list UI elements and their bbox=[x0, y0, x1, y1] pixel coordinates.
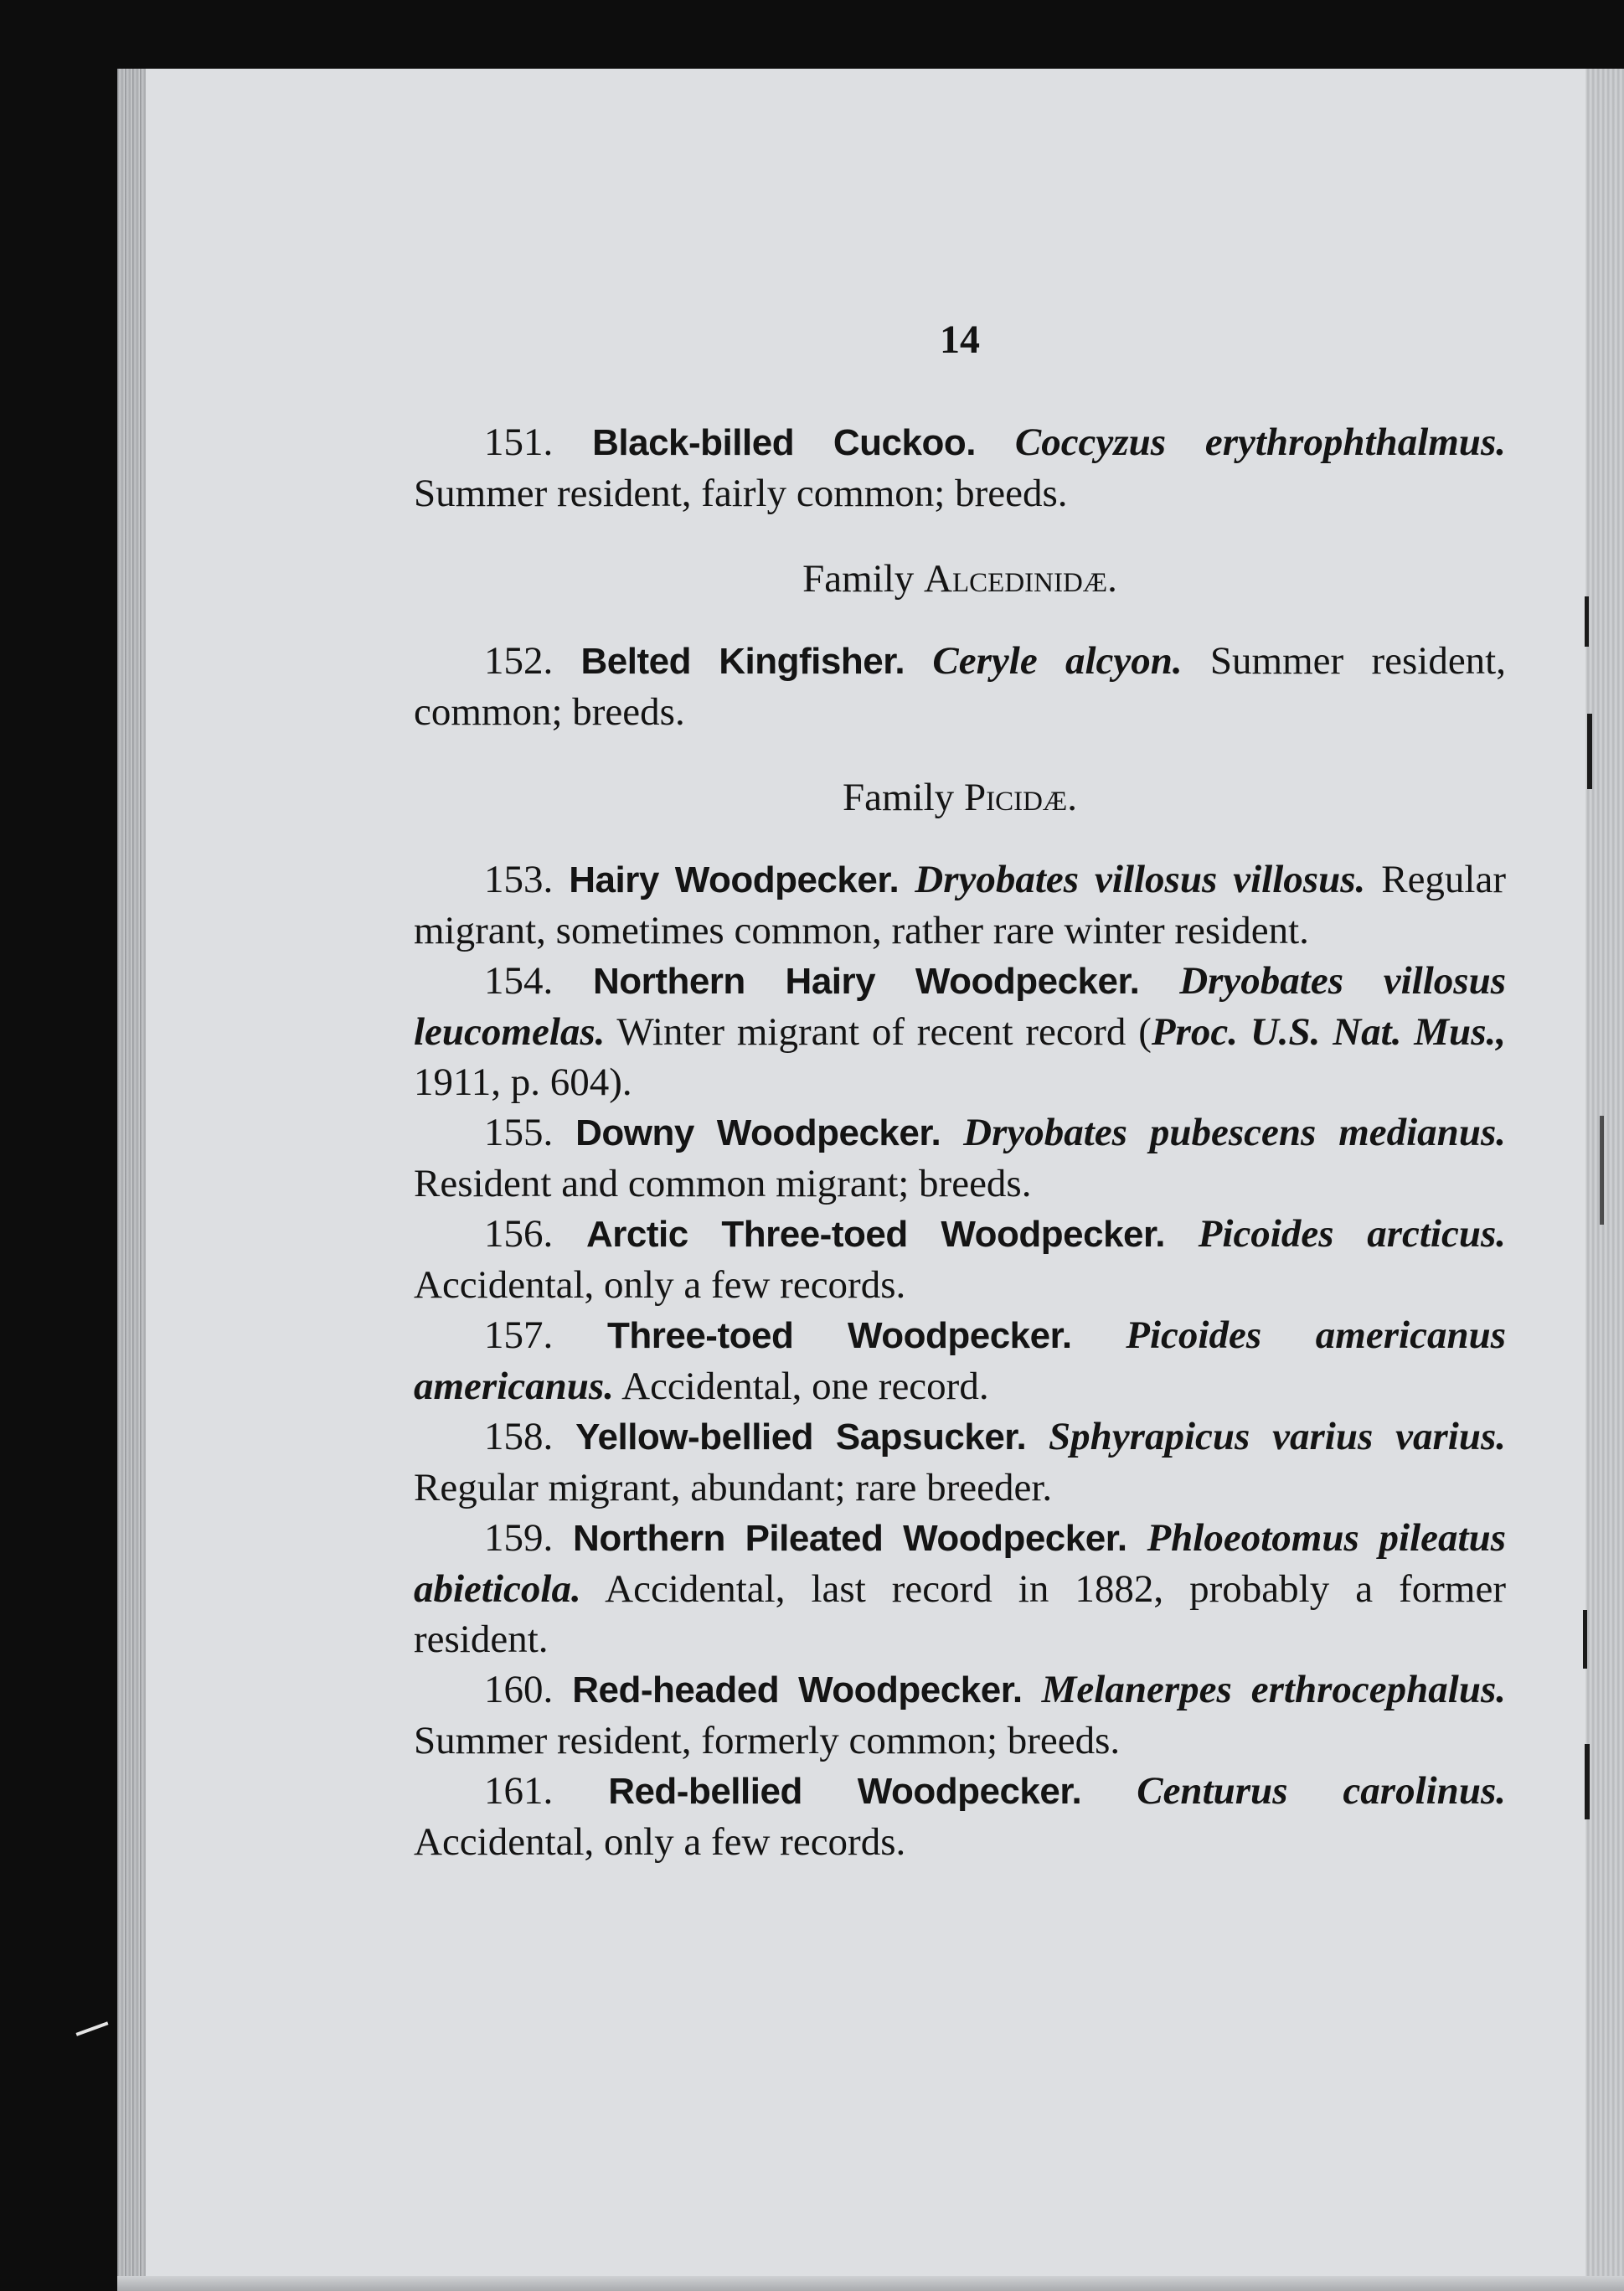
entry-number: 156. bbox=[484, 1212, 554, 1256]
entry-number: 157. bbox=[484, 1313, 554, 1357]
scientific-name: Ceryle alcyon. bbox=[932, 639, 1183, 683]
common-name: Black-billed Cuckoo. bbox=[592, 422, 976, 463]
show-through-mark bbox=[1600, 1116, 1604, 1225]
entry-number: 152. bbox=[484, 639, 554, 683]
entry-number: 154. bbox=[484, 959, 554, 1003]
entry-note: Winter migrant of recent record bbox=[616, 1010, 1126, 1054]
scientific-name: Coccyzus erythrophthalmus. bbox=[1014, 421, 1506, 464]
common-name: Downy Woodpecker. bbox=[575, 1112, 941, 1153]
family-heading-alcedinidae bbox=[414, 554, 1506, 604]
entry-number: 155. bbox=[484, 1111, 554, 1154]
species-entry-160 bbox=[414, 1664, 1506, 1766]
scientific-name: Dryobates villosus leucomelas. bbox=[414, 959, 1507, 1054]
entry-note: Regular migrant, sometimes common, rather rare winter resident. bbox=[414, 858, 1506, 952]
species-entry-161 bbox=[414, 1766, 1506, 1867]
entry-number: 158. bbox=[484, 1415, 554, 1458]
scientific-name: Dryobates villosus villosus. bbox=[915, 858, 1366, 901]
family-name: Alcedinidæ. bbox=[924, 557, 1117, 601]
entry-note: Summer resident, common; breeds. bbox=[414, 639, 1506, 734]
show-through-mark bbox=[1583, 1610, 1587, 1669]
show-through-mark bbox=[1587, 714, 1592, 789]
entry-number: 151. bbox=[484, 421, 554, 464]
species-entry-155 bbox=[414, 1107, 1506, 1209]
species-entry-157 bbox=[414, 1310, 1506, 1411]
species-entry-151 bbox=[414, 417, 1506, 519]
scan-speck bbox=[76, 2021, 109, 2036]
book-page bbox=[117, 69, 1624, 2291]
reference-title: Proc. U.S. Nat. Mus., bbox=[1151, 1010, 1506, 1054]
species-entry-154: 154. Northern Hairy Woodpecker. Dryobates villosus leucomelas. Winter migrant of recent record (Proc. U.S. Nat. Mus., 1911, p. 604). bbox=[414, 959, 1507, 1104]
family-name: Picidæ. bbox=[963, 776, 1077, 819]
common-name: Northern Pileated Woodpecker. bbox=[573, 1518, 1127, 1559]
scientific-name: Picoides americanus americanus. bbox=[414, 1313, 1507, 1408]
family-prefix: Family bbox=[802, 557, 915, 601]
page-binding-gutter bbox=[117, 69, 146, 2291]
common-name: Belted Kingfisher. bbox=[580, 641, 905, 682]
entry-note: Summer resident, fairly common; breeds. bbox=[414, 472, 1068, 515]
scientific-name: Melanerpes erthrocephalus. bbox=[1041, 1668, 1507, 1711]
page-bottom-edge bbox=[117, 2276, 1624, 2291]
entry-note: Resident and common migrant; breeds. bbox=[414, 1162, 1032, 1205]
show-through-mark bbox=[1585, 596, 1589, 647]
species-entry-158 bbox=[414, 1411, 1506, 1513]
page-right-edge bbox=[1585, 69, 1624, 2291]
common-name: Yellow-bellied Sapsucker. bbox=[575, 1416, 1027, 1458]
entry-number: 159. bbox=[484, 1516, 554, 1560]
common-name: Red-headed Woodpecker. bbox=[572, 1669, 1023, 1711]
species-entry-156 bbox=[414, 1209, 1506, 1310]
page-number: 14 bbox=[940, 317, 980, 362]
entry-note: Accidental, only a few records. bbox=[414, 1263, 906, 1307]
scientific-name: Picoides arcticus. bbox=[1198, 1212, 1507, 1256]
species-entry-153 bbox=[414, 854, 1506, 956]
common-name: Arctic Three-toed Woodpecker. bbox=[585, 1214, 1165, 1255]
scientific-name: Phloeotomus pileatus abieticola. bbox=[414, 1516, 1507, 1611]
species-entry-159 bbox=[414, 1513, 1506, 1664]
scientific-name: Centurus carolinus. bbox=[1137, 1769, 1507, 1813]
entry-note: Regular migrant, abundant; rare breeder. bbox=[414, 1466, 1053, 1509]
scientific-name: Sphyrapicus varius varius. bbox=[1049, 1415, 1507, 1458]
entry-number: 160. bbox=[484, 1668, 554, 1711]
common-name: Three-toed Woodpecker. bbox=[606, 1315, 1072, 1356]
page-text bbox=[414, 317, 1507, 1867]
show-through-mark bbox=[1585, 1744, 1590, 1819]
common-name: Red-bellied Woodpecker. bbox=[608, 1771, 1082, 1812]
family-heading-picidae bbox=[414, 772, 1506, 823]
entry-number: 161. bbox=[484, 1769, 554, 1813]
species-entry-152 bbox=[414, 636, 1506, 737]
entry-number: 153. bbox=[484, 858, 554, 901]
entry-note: Accidental, one record. bbox=[621, 1365, 989, 1408]
entry-note: Summer resident, formerly common; breeds. bbox=[414, 1719, 1121, 1762]
scientific-name: Dryobates pubescens medianus. bbox=[963, 1111, 1506, 1154]
entry-note: Accidental, last record in 1882, probably a former resident. bbox=[414, 1567, 1506, 1661]
family-prefix: Family bbox=[843, 776, 955, 819]
common-name: Hairy Woodpecker. bbox=[569, 859, 900, 900]
entry-note: Accidental, only a few records. bbox=[414, 1820, 906, 1864]
reference-detail: 1911, p. 604). bbox=[414, 1060, 632, 1104]
common-name: Northern Hairy Woodpecker. bbox=[593, 961, 1140, 1002]
